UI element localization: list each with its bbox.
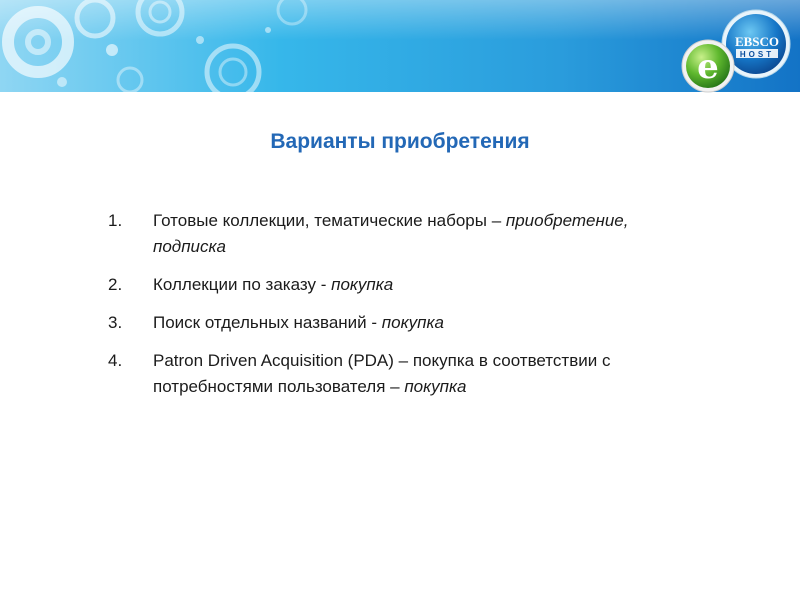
list-item: [108, 310, 668, 336]
ebscohost-logo: [678, 4, 796, 100]
list-item-number: 1.: [108, 211, 123, 230]
list-item: [108, 208, 668, 260]
list-item: [108, 348, 668, 400]
logo-bottom-text: HOST: [739, 50, 775, 59]
list-item-text: Готовые коллекции, тематические наборы –: [153, 211, 506, 230]
list-item-italic: покупка: [331, 275, 394, 294]
list-item-italic: покупка: [404, 377, 467, 396]
list-item-number: 2.: [108, 275, 123, 294]
ebscohost-logo-icon: [678, 4, 796, 100]
list-item-number: 4.: [108, 351, 123, 370]
list-item-text: Поиск отдельных названий -: [153, 313, 382, 332]
list-item-italic: покупка: [381, 313, 444, 332]
logo-top-text: EBSCO: [734, 34, 780, 49]
logo-letter: e: [697, 47, 719, 87]
list-item: [108, 272, 668, 298]
slide-title: Варианты приобретения: [270, 130, 530, 153]
list-item-number: 3.: [108, 313, 123, 332]
list-item-text: Patron Driven Acquisition (PDA) – покупка в соответствии с потребностями пользователя –: [153, 351, 611, 396]
acquisition-options-list: [108, 208, 668, 412]
list-item-italic: приобретение, подписка: [153, 211, 629, 256]
list-item-text: Коллекции по заказу -: [153, 275, 332, 294]
